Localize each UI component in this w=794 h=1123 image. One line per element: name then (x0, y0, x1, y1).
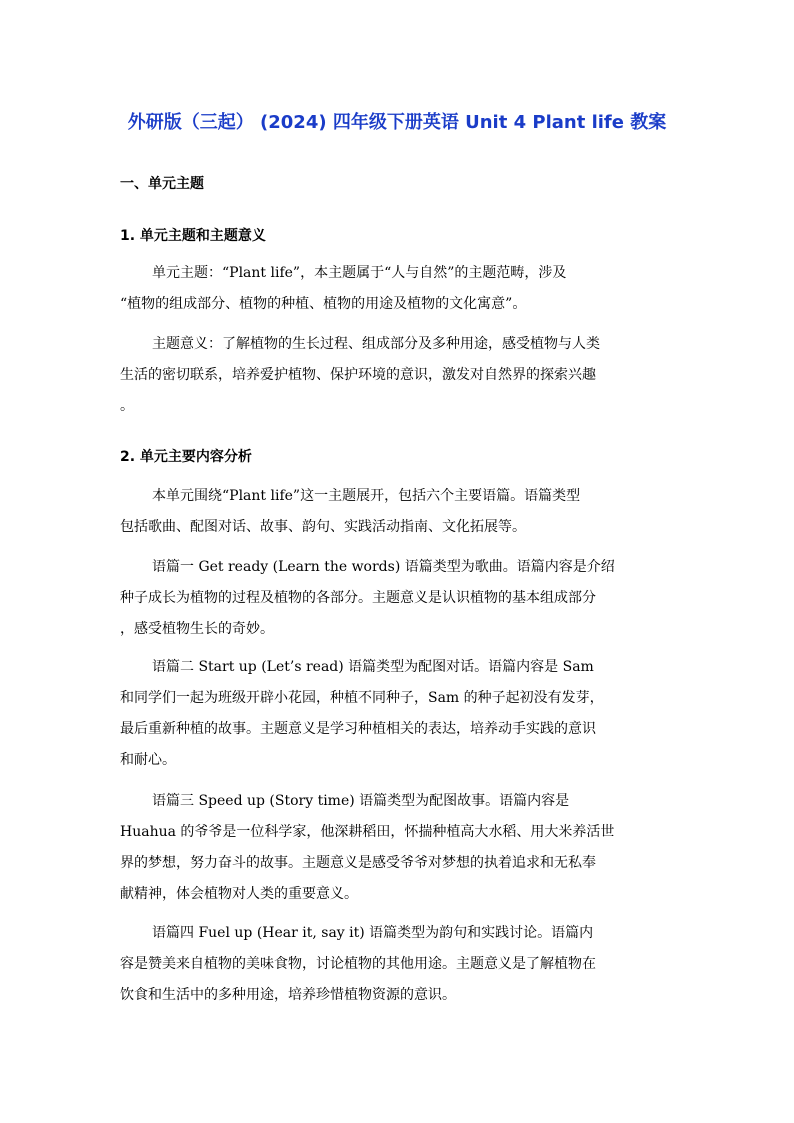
subsection-heading-theme-meaning: 1. 单元主题和主题意义 (120, 228, 266, 244)
subsection-heading-content-analysis: 2. 单元主要内容分析 (120, 449, 252, 465)
section-heading-unit-theme: 一、单元主题 (120, 176, 204, 192)
document-title: 外研版（三起） (2024) 四年级下册英语 Unit 4 Plant life 教案 (127, 112, 667, 133)
paragraph-text-two (120, 652, 676, 776)
paragraph-line: 生活的密切联系，培养爱护植物、保护环境的意识，激发对自然界的探索兴趣 (120, 367, 596, 383)
paragraph-line: 语篇一 Get ready (Learn the words) 语篇类型为歌曲。语篇内容是介绍 (152, 559, 615, 575)
paragraph-text-three (120, 786, 676, 910)
paragraph-line: 最后重新种植的故事。主题意义是学习种植相关的表达，培养动手实践的意识 (120, 721, 596, 737)
paragraph-line: 语篇四 Fuel up (Hear it, say it) 语篇类型为韵句和实践讨论。语篇内 (152, 925, 594, 941)
paragraph-line: 容是赞美来自植物的美味食物，讨论植物的其他用途。主题意义是了解植物在 (120, 956, 596, 972)
paragraph-line: 本单元围绕“Plant life”这一主题展开，包括六个主要语篇。语篇类型 (152, 488, 581, 504)
paragraph-line: 献精神，体会植物对人类的重要意义。 (120, 886, 358, 902)
paragraph-line: 和耐心。 (120, 752, 176, 768)
paragraph-content-overview (120, 481, 676, 543)
paragraph-line: 。 (120, 398, 134, 414)
paragraph-line: 种子成长为植物的过程及植物的各部分。主题意义是认识植物的基本组成部分 (120, 590, 596, 606)
paragraph-text-four (120, 918, 676, 1011)
paragraph-line: 包括歌曲、配图对话、故事、韵句、实践活动指南、文化拓展等。 (120, 519, 526, 535)
paragraph-line: 界的梦想，努力奋斗的故事。主题意义是感受爷爷对梦想的执着追求和无私奉 (120, 855, 596, 871)
paragraph-line: 饮食和生活中的多种用途，培养珍惜植物资源的意识。 (120, 987, 456, 1003)
paragraph-line: 主题意义：了解植物的生长过程、组成部分及多种用途，感受植物与人类 (152, 336, 600, 352)
paragraph-line: ，感受植物生长的奇妙。 (120, 621, 274, 637)
paragraph-text-one (120, 552, 676, 645)
paragraph-theme-meaning (120, 329, 676, 422)
paragraph-line: 单元主题：“Plant life”，本主题属于“人与自然”的主题范畴，涉及 (152, 265, 567, 281)
paragraph-line: 语篇三 Speed up (Story time) 语篇类型为配图故事。语篇内容是 (152, 793, 570, 809)
paragraph-line: 语篇二 Start up (Let’s read) 语篇类型为配图对话。语篇内容是 Sam (152, 659, 594, 675)
paragraph-unit-theme (120, 258, 676, 320)
paragraph-line: “植物的组成部分、植物的种植、植物的用途及植物的文化寓意”。 (120, 296, 527, 312)
paragraph-line: 和同学们一起为班级开辟小花园，种植不同种子，Sam 的种子起初没有发芽， (120, 690, 604, 706)
paragraph-line: Huahua 的爷爷是一位科学家，他深耕稻田，怀揣种植高大水稻、用大米养活世 (120, 824, 615, 840)
